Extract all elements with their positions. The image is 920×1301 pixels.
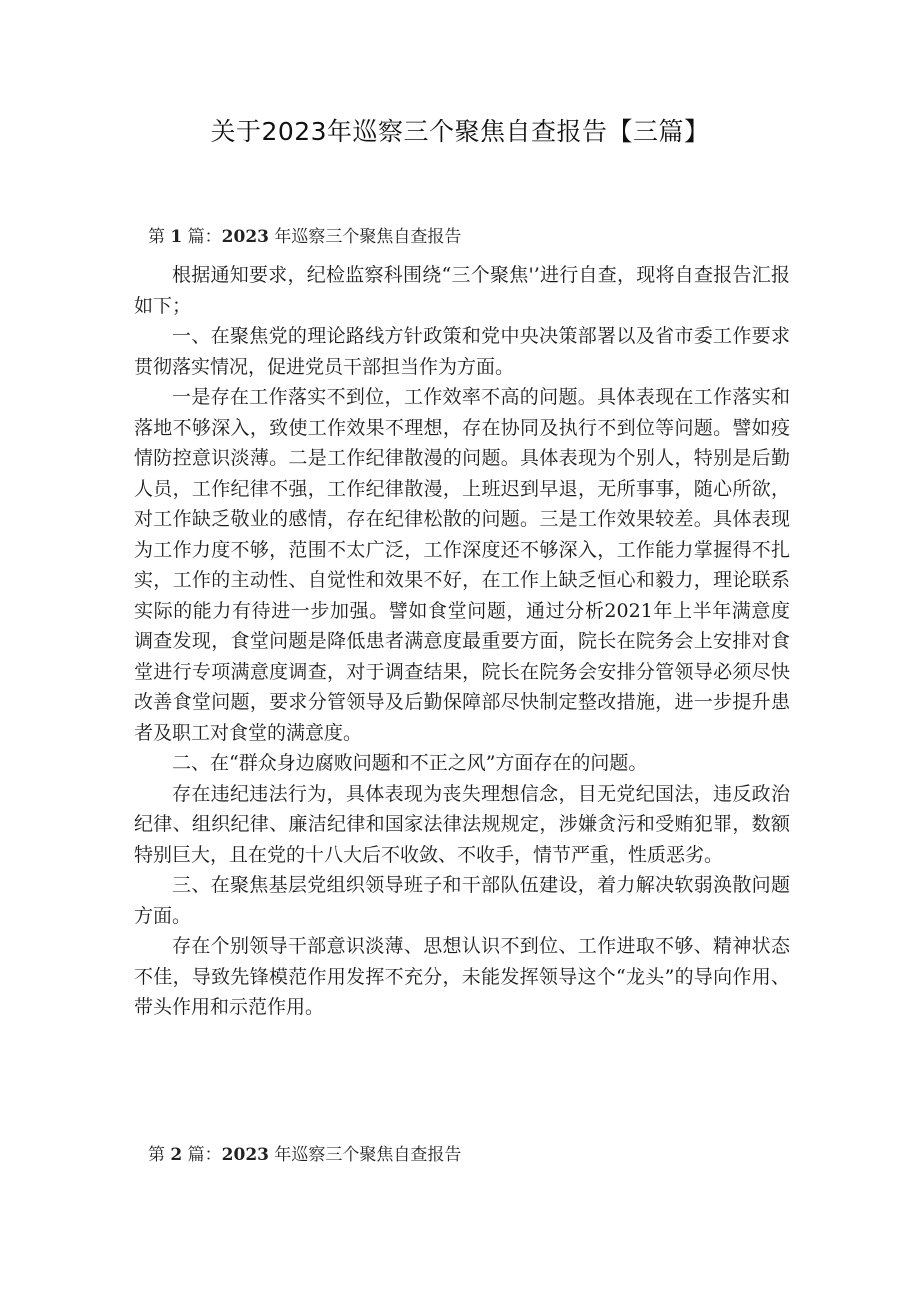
section-2-heading-prefix: 第 <box>148 1145 165 1165</box>
paragraph-point-one-heading: 一、在聚焦党的理论路线方针政策和党中央决策部署以及省市委工作要求贯彻落实情况，促进党员干部担当作为方面。 <box>134 325 790 378</box>
paragraph-point-two-detail: 存在违纪违法行为，具体表现为丧失理想信念，目无党纪国法，违反政治纪律、组织纪律、廉洁纪律和国家法律法规规定，涉嫌贪污和受贿犯罪，数额特别巨大，且在党的十八大后不收敛、不收手，情节严重，性质恶劣。 <box>134 782 790 866</box>
paragraph-intro: 根据通知要求，纪检监察科围绕“三个聚焦'’进行自查，现将自查报告汇报如下； <box>134 264 790 317</box>
section-1-heading-mid: 篇： <box>187 227 222 247</box>
section-1-heading <box>148 224 461 250</box>
section-2-heading <box>148 1142 461 1168</box>
section-2-heading-year: 2023 <box>221 1145 269 1165</box>
paragraph-point-three-detail: 存在个别领导干部意识淡薄、思想认识不到位、工作进取不够、精神状态不佳，导致先锋模范作用发挥不充分，未能发挥领导这个“龙头”的导向作用、带头作用和示范作用。 <box>134 935 790 1018</box>
section-2-heading-mid: 篇： <box>187 1145 222 1165</box>
paragraph-point-three-heading: 三、在聚焦基层党组织领导班子和干部队伍建设，着力解决软弱涣散问题方面。 <box>134 874 790 927</box>
section-1-heading-year: 2023 <box>221 227 269 247</box>
section-1-heading-rest: 年巡察三个聚焦自查报告 <box>274 227 462 247</box>
section-1-heading-number: 1 <box>170 227 183 247</box>
section-1-heading-prefix: 第 <box>148 227 165 247</box>
document-title: 关于2023年巡察三个聚焦自查报告【三篇】 <box>210 117 710 146</box>
section-1-body <box>134 260 790 1023</box>
section-2-heading-rest: 年巡察三个聚焦自查报告 <box>274 1145 462 1165</box>
paragraph-point-one-detail: 一是存在工作落实不到位，工作效率不高的问题。具体表现在工作落实和落地不够深入，致使工作效果不理想，存在协同及执行不到位等问题。譬如疫情防控意识淡薄。二是工作纪律散漫的问题。具体表现为个别人，特别是后勤人员，工作纪律不强，工作纪律散漫，上班迟到早退，无所事事，随心所欲，对工作缺乏敬业的感情，存在纪律松散的问题。三是工作效果较差。具体表现为工作力度不够，范围不太广泛，工作深度还不够深入，工作能力掌握得不扎实，工作的主动性、自觉性和效果不好，在工作上缺乏恒心和毅力，理论联系实际的能力有待进一步加强。譬如食堂问题，通过分析2021年上半年满意度调查发现，食堂问题是降低患者满意度最重要方面，院长在院务会上安排对食堂进行专项满意度调查，对于调查结果，院长在院务会安排分管领导必须尽快改善食堂问题，要求分管领导及后勤保障部尽快制定整改措施，进一步提升患者及职工对食堂的满意度。 <box>134 386 790 744</box>
section-2-heading-number: 2 <box>170 1145 183 1165</box>
paragraph-point-two-heading: 二、在“群众身边腐败问题和不正之风”方面存在的问题。 <box>172 752 648 774</box>
